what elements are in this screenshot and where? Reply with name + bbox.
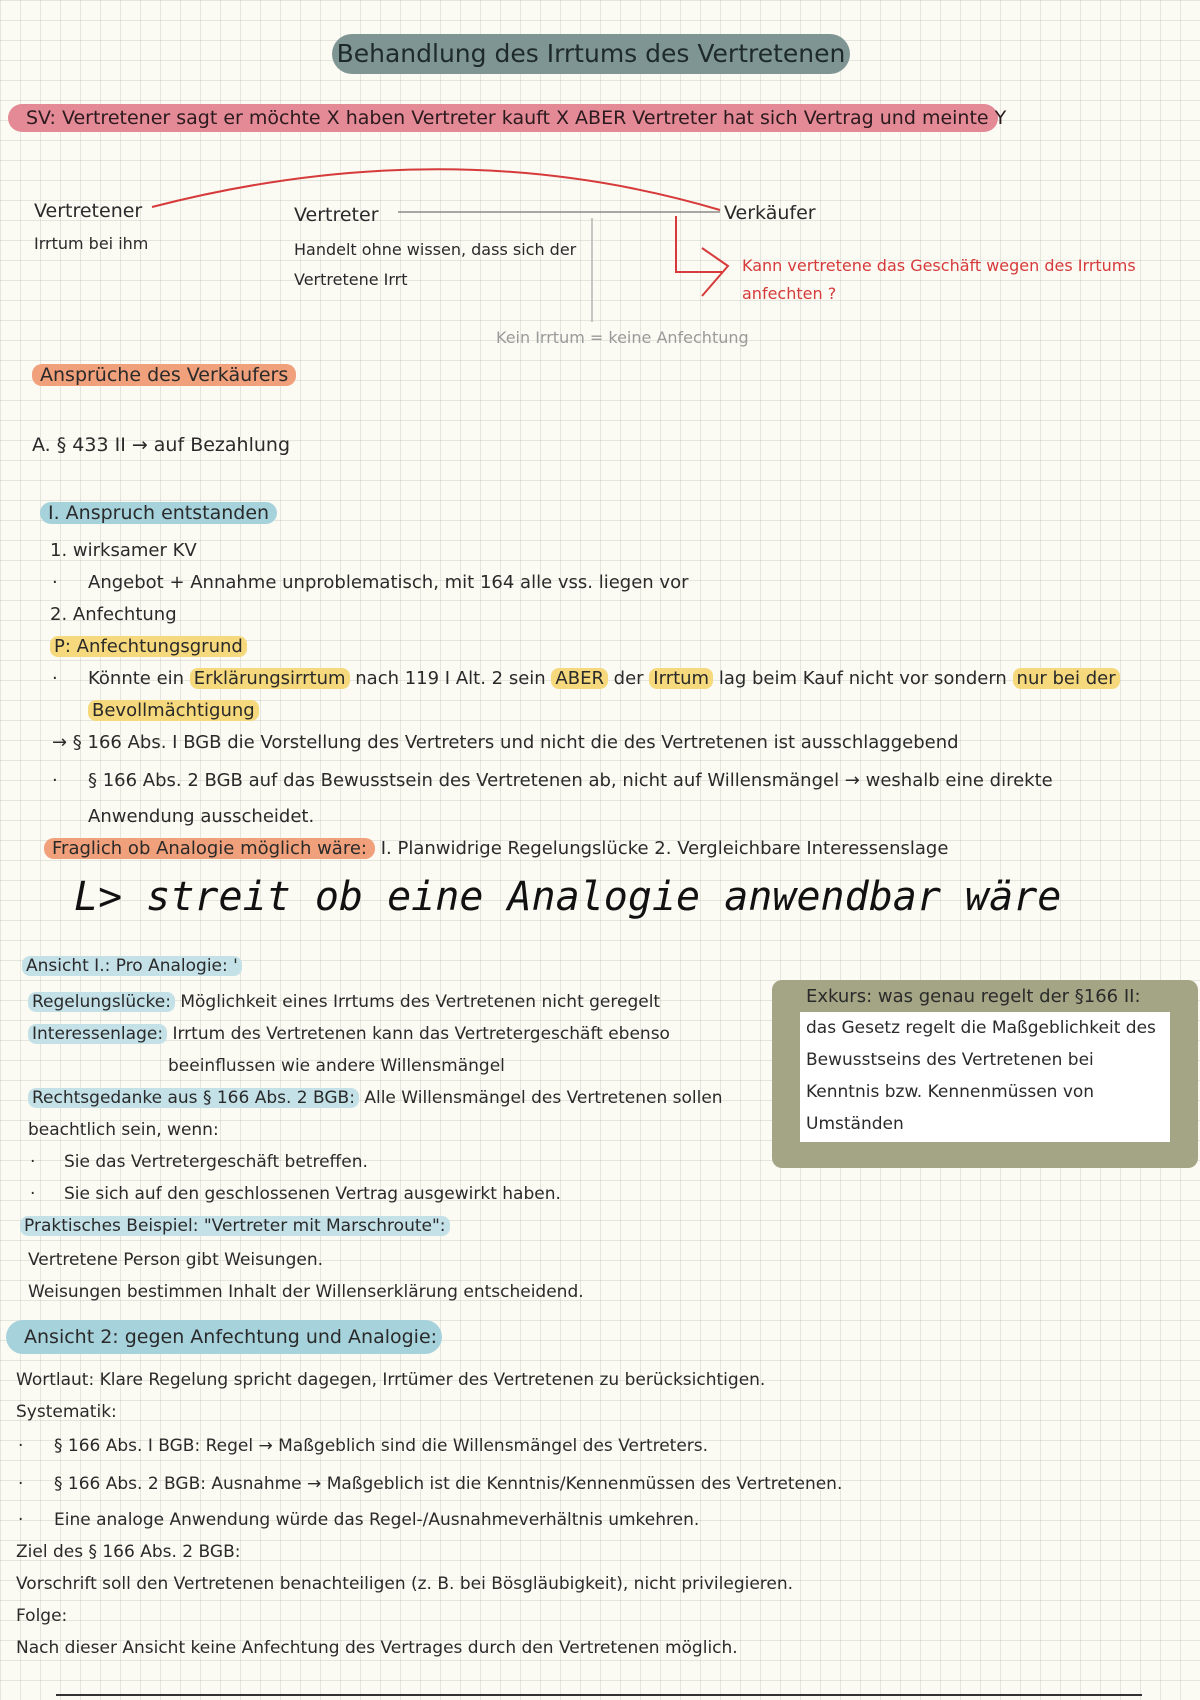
bullet: · [52, 668, 58, 689]
line-166-abs-2b: Anwendung ausscheidet. [88, 806, 315, 827]
anspruch-a: A. § 433 II → auf Bezahlung [32, 434, 291, 456]
arrow-to-question [676, 216, 722, 272]
line-bevollmaechtigung: Bevollmächtigung [88, 700, 259, 721]
bullet: · [18, 1474, 24, 1494]
a2-ergebnis: Nach dieser Ansicht keine Anfechtung des Vertrages durch den Vertretenen möglich. [16, 1638, 738, 1658]
section-anspruch-entstanden: I. Anspruch entstanden [40, 502, 277, 524]
vertretener-sub: Irrtum bei ihm [34, 234, 149, 253]
a2-systematik: Systematik: [16, 1402, 117, 1422]
line-anfechtung: 2. Anfechtung [50, 604, 177, 625]
line-angebot: Angebot + Annahme unproblematisch, mit 164 alle vss. liegen vor [88, 572, 689, 593]
a1-rechtsgedanke: Rechtsgedanke aus § 166 Abs. 2 BGB: Alle Willensmängel des Vertretenen sollen [28, 1088, 723, 1108]
exkurs-content [800, 1012, 1170, 1142]
bullet: · [30, 1184, 36, 1204]
arc-line [152, 169, 720, 210]
a1-beachtlich: beachtlich sein, wenn: [28, 1120, 219, 1140]
a2-regel: § 166 Abs. I BGB: Regel → Maßgeblich sind die Willensmängel des Vertreters. [54, 1436, 709, 1456]
exkurs-line-3: Kenntnis bzw. Kennenmüssen von [806, 1082, 1095, 1102]
verkaeufer-label: Verkäufer [724, 202, 816, 224]
bottom-divider [56, 1694, 1142, 1696]
bullet: · [18, 1436, 24, 1456]
a2-ausnahme: § 166 Abs. 2 BGB: Ausnahme → Maßgeblich ist die Kenntnis/Kennenmüssen des Vertretenen. [54, 1474, 843, 1494]
vertreter-label: Vertreter [294, 204, 379, 226]
a2-folge: Folge: [16, 1606, 68, 1626]
question-line-2: anfechten ? [742, 284, 837, 303]
a1-bullet-1: Sie das Vertretergeschäft betreffen. [64, 1152, 368, 1172]
line-erklaerungsirrtum: Könnte ein Erklärungsirrtum nach 119 I Alt. 2 sein ABER der Irrtum lag beim Kauf nicht vor sondern nur bei der [88, 668, 1120, 689]
exkurs-line-1: das Gesetz regelt die Maßgeblichkeit des [806, 1018, 1156, 1038]
exkurs-box [772, 980, 1198, 1168]
a1-interessenlage-2: beeinflussen wie andere Willensmängel [168, 1056, 505, 1076]
a2-vorschrift: Vorschrift soll den Vertretenen benachteiligen (z. B. bei Bösgläubigkeit), nicht privilegieren. [16, 1574, 794, 1594]
a2-ziel: Ziel des § 166 Abs. 2 BGB: [16, 1542, 241, 1562]
diagram-lines [0, 0, 1200, 360]
a2-umkehr: Eine analoge Anwendung würde das Regel-/Ausnahmeverhältnis umkehren. [54, 1510, 700, 1530]
question-line-1: Kann vertretene das Geschäft wegen des Irrtums [742, 256, 1136, 275]
line-analogie-frage: Fraglich ob Analogie möglich wäre: I. Planwidrige Regelungslücke 2. Vergleichbare Interessenslage [44, 838, 948, 859]
ansicht-2-heading: Ansicht 2: gegen Anfechtung und Analogie: [6, 1320, 442, 1354]
vertreter-sub-1: Handelt ohne wissen, dass sich der [294, 240, 577, 259]
a2-wortlaut: Wortlaut: Klare Regelung spricht dagegen, Irrtümer des Vertretenen zu berücksichtigen. [16, 1370, 766, 1390]
a1-interessenlage: Interessenlage: Irrtum des Vertretenen kann das Vertretergeschäft ebenso [28, 1024, 670, 1044]
exkurs-line-2: Bewusstseins des Vertretenen bei [806, 1050, 1094, 1070]
bullet: · [30, 1152, 36, 1172]
exkurs-line-4: Umständen [806, 1114, 904, 1134]
bullet: · [52, 572, 58, 593]
a1-bullet-2: Sie sich auf den geschlossenen Vertrag ausgewirkt haben. [64, 1184, 561, 1204]
vertretener-label: Vertretener [34, 200, 143, 222]
a1-regelungsluecke: Regelungslücke: Möglichkeit eines Irrtums des Vertretenen nicht geregelt [28, 992, 660, 1012]
line-wirksamer-kv: 1. wirksamer KV [50, 540, 197, 561]
kein-irrtum-label: Kein Irrtum = keine Anfechtung [496, 328, 749, 347]
a1-weisungen-1: Vertretene Person gibt Weisungen. [28, 1250, 323, 1270]
line-166-abs-2a: § 166 Abs. 2 BGB auf das Bewusstsein des Vertretenen ab, nicht auf Willensmängel → weshalb eine direkte [88, 770, 1053, 791]
sachverhalt: SV: Vertretener sagt er möchte X haben Vertreter kauft X ABER Vertreter hat sich Vertrag und meinte Y [8, 104, 998, 132]
handwritten-note: L> streit ob eine Analogie anwendbar wäre [74, 874, 1062, 920]
ansprueche-heading: Ansprüche des Verkäufers [32, 364, 296, 386]
vertreter-sub-2: Vertretene Irrt [294, 270, 408, 289]
exkurs-title: Exkurs: was genau regelt der §166 II: [806, 986, 1141, 1007]
ansicht-1-heading: Ansicht I.: Pro Analogie: ' [22, 956, 242, 976]
line-anfechtungsgrund: P: Anfechtungsgrund [50, 636, 247, 657]
line-166-abs-1: → § 166 Abs. I BGB die Vorstellung des Vertreters und nicht die des Vertretenen ist ausschlaggebend [52, 732, 959, 753]
a1-beispiel: Praktisches Beispiel: "Vertreter mit Marschroute": [20, 1216, 450, 1236]
page-title: Behandlung des Irrtums des Vertretenen [332, 34, 850, 74]
a1-weisungen-2: Weisungen bestimmen Inhalt der Willenserklärung entscheidend. [28, 1282, 584, 1302]
bullet: · [18, 1510, 24, 1530]
bullet: · [52, 770, 58, 791]
